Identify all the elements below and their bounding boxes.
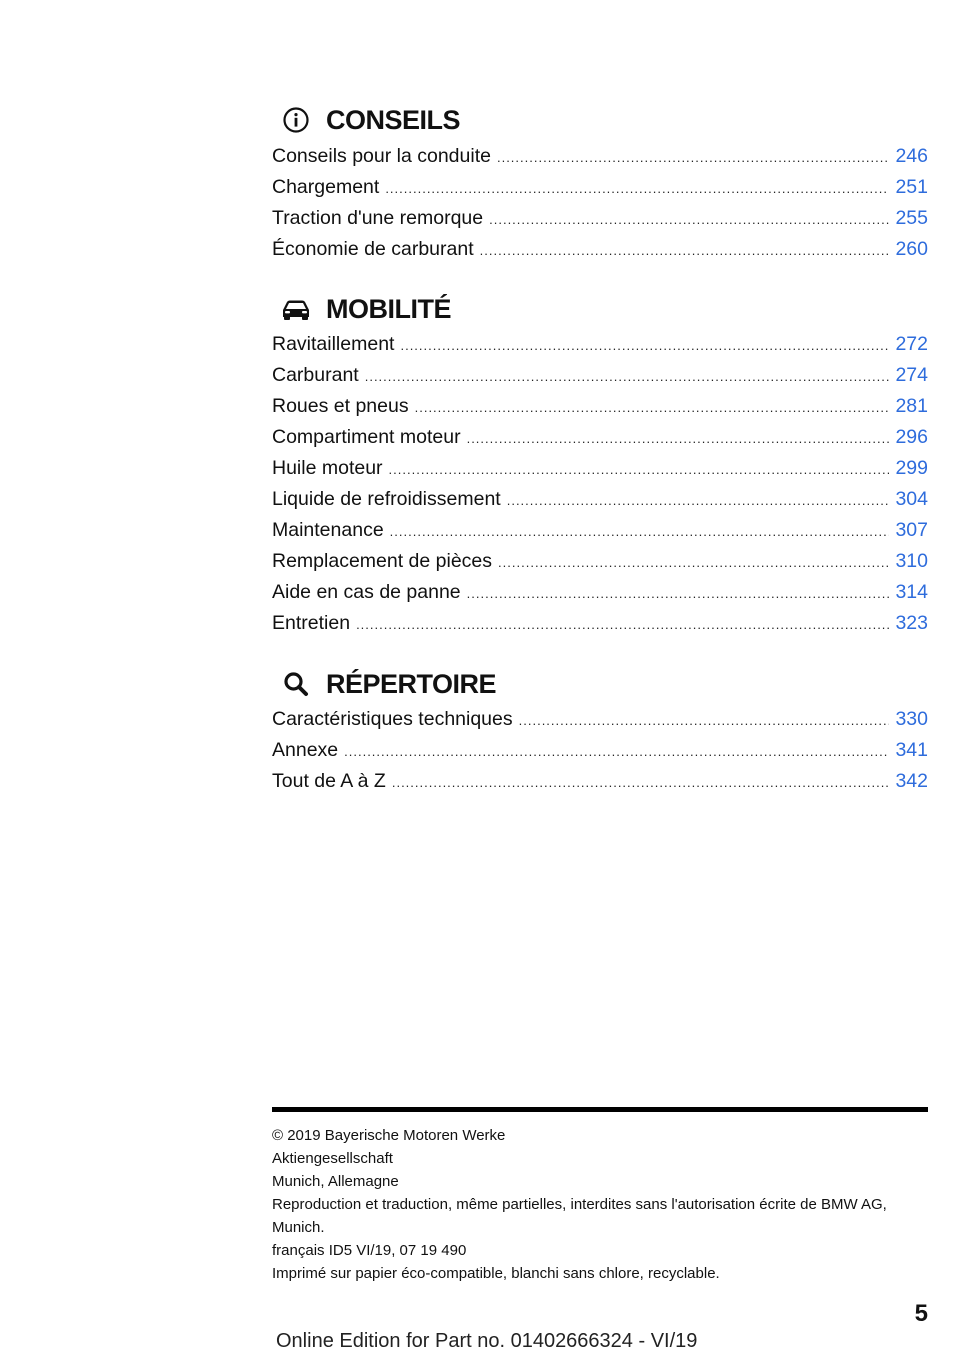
toc-entry-label: Carburant [272,364,359,386]
dot-leader [519,705,890,736]
toc-entry[interactable] [272,329,928,360]
toc-list [272,704,928,797]
table-of-contents [272,100,928,797]
dot-leader [365,361,890,392]
dot-leader [390,516,890,547]
toc-entry[interactable] [272,234,928,265]
imprint-line: français ID5 VI/19, 07 19 490 [272,1242,467,1259]
imprint-line: Munich. [272,1219,325,1236]
toc-entry-label: Traction d'une remorque [272,207,484,229]
toc-entry-label: Économie de carburant [272,238,474,260]
toc-entry-label: Roues et pneus [272,395,409,417]
toc-entry[interactable] [272,515,928,546]
toc-entry-label: Remplacement de pièces [272,550,493,572]
toc-entry-label: Chargement [272,176,380,198]
toc-entry[interactable] [272,453,928,484]
info-icon [278,102,314,138]
page-link[interactable]: 299 [895,457,928,479]
toc-entry-label: Aide en cas de panne [272,581,461,603]
section-conseils [272,100,928,265]
page-link[interactable]: 255 [895,207,928,229]
imprint-line: Aktiengesellschaft [272,1150,393,1167]
toc-entry-label: Maintenance [272,519,384,541]
dot-leader [467,578,890,609]
toc-entry[interactable] [272,391,928,422]
page-link[interactable]: 246 [895,145,928,167]
toc-entry[interactable] [272,704,928,735]
page-link[interactable]: 341 [895,739,928,761]
section-repertoire [272,664,928,797]
dot-leader [489,204,889,235]
section-header [272,100,928,140]
toc-entry[interactable] [272,203,928,234]
toc-entry[interactable] [272,766,928,797]
toc-entry-label: Ravitaillement [272,333,395,355]
car-icon [278,291,314,327]
toc-list [272,141,928,265]
page-link[interactable]: 314 [895,581,928,603]
toc-entry-label: Liquide de refroidissement [272,488,501,510]
page-link[interactable]: 330 [895,708,928,730]
page-link[interactable]: 304 [895,488,928,510]
page-number: 5 [914,1300,928,1327]
toc-entry-label: Tout de A à Z [272,770,386,792]
toc-list [272,329,928,639]
section-title: RÉPERTOIRE [326,668,497,699]
toc-entry[interactable] [272,141,928,172]
toc-entry[interactable] [272,484,928,515]
toc-entry-label: Conseils pour la conduite [272,145,491,167]
dot-leader [385,173,889,204]
toc-entry-label: Huile moteur [272,457,383,479]
dot-leader [480,235,890,266]
dot-leader [497,142,889,173]
divider-rule [272,1107,928,1112]
toc-entry-label: Annexe [272,739,339,761]
dot-leader [415,392,890,423]
search-icon [278,666,314,702]
page-link[interactable]: 296 [895,426,928,448]
toc-entry[interactable] [272,360,928,391]
toc-entry-label: Entretien [272,612,351,634]
dot-leader [344,736,889,767]
toc-entry[interactable] [272,172,928,203]
toc-entry[interactable] [272,577,928,608]
dot-leader [498,547,889,578]
toc-entry[interactable] [272,735,928,766]
imprint-line: Imprimé sur papier éco-compatible, blanchi sans chlore, recyclable. [272,1265,720,1282]
page-link[interactable]: 307 [895,519,928,541]
section-title: CONSEILS [326,104,461,135]
page-link[interactable]: 272 [895,333,928,355]
section-title: MOBILITÉ [326,293,451,324]
imprint-line: Munich, Allemagne [272,1173,399,1190]
toc-entry[interactable] [272,546,928,577]
page-link[interactable]: 323 [895,612,928,634]
page-link[interactable]: 274 [895,364,928,386]
page-link[interactable]: 281 [895,395,928,417]
page-link[interactable]: 260 [895,238,928,260]
section-mobilite [272,289,928,639]
section-header [272,289,928,329]
dot-leader [507,485,890,516]
online-edition-footer: Online Edition for Part no. 01402666324 - VI/19 [276,1330,698,1352]
page-link[interactable]: 310 [895,550,928,572]
page-link[interactable]: 342 [895,770,928,792]
page-link[interactable]: 251 [895,176,928,198]
dot-leader [389,454,890,485]
imprint-line: Reproduction et traduction, même partielles, interdites sans l'autorisation écrite de BMW AG, [272,1196,887,1213]
toc-entry-label: Caractéristiques techniques [272,708,513,730]
dot-leader [392,767,890,798]
section-header [272,664,928,704]
dot-leader [400,330,889,361]
toc-entry[interactable] [272,608,928,639]
imprint [272,1124,928,1285]
toc-entry[interactable] [272,422,928,453]
dot-leader [467,423,890,454]
toc-entry-label: Compartiment moteur [272,426,461,448]
imprint-line: © 2019 Bayerische Motoren Werke [272,1127,506,1144]
dot-leader [356,609,889,640]
